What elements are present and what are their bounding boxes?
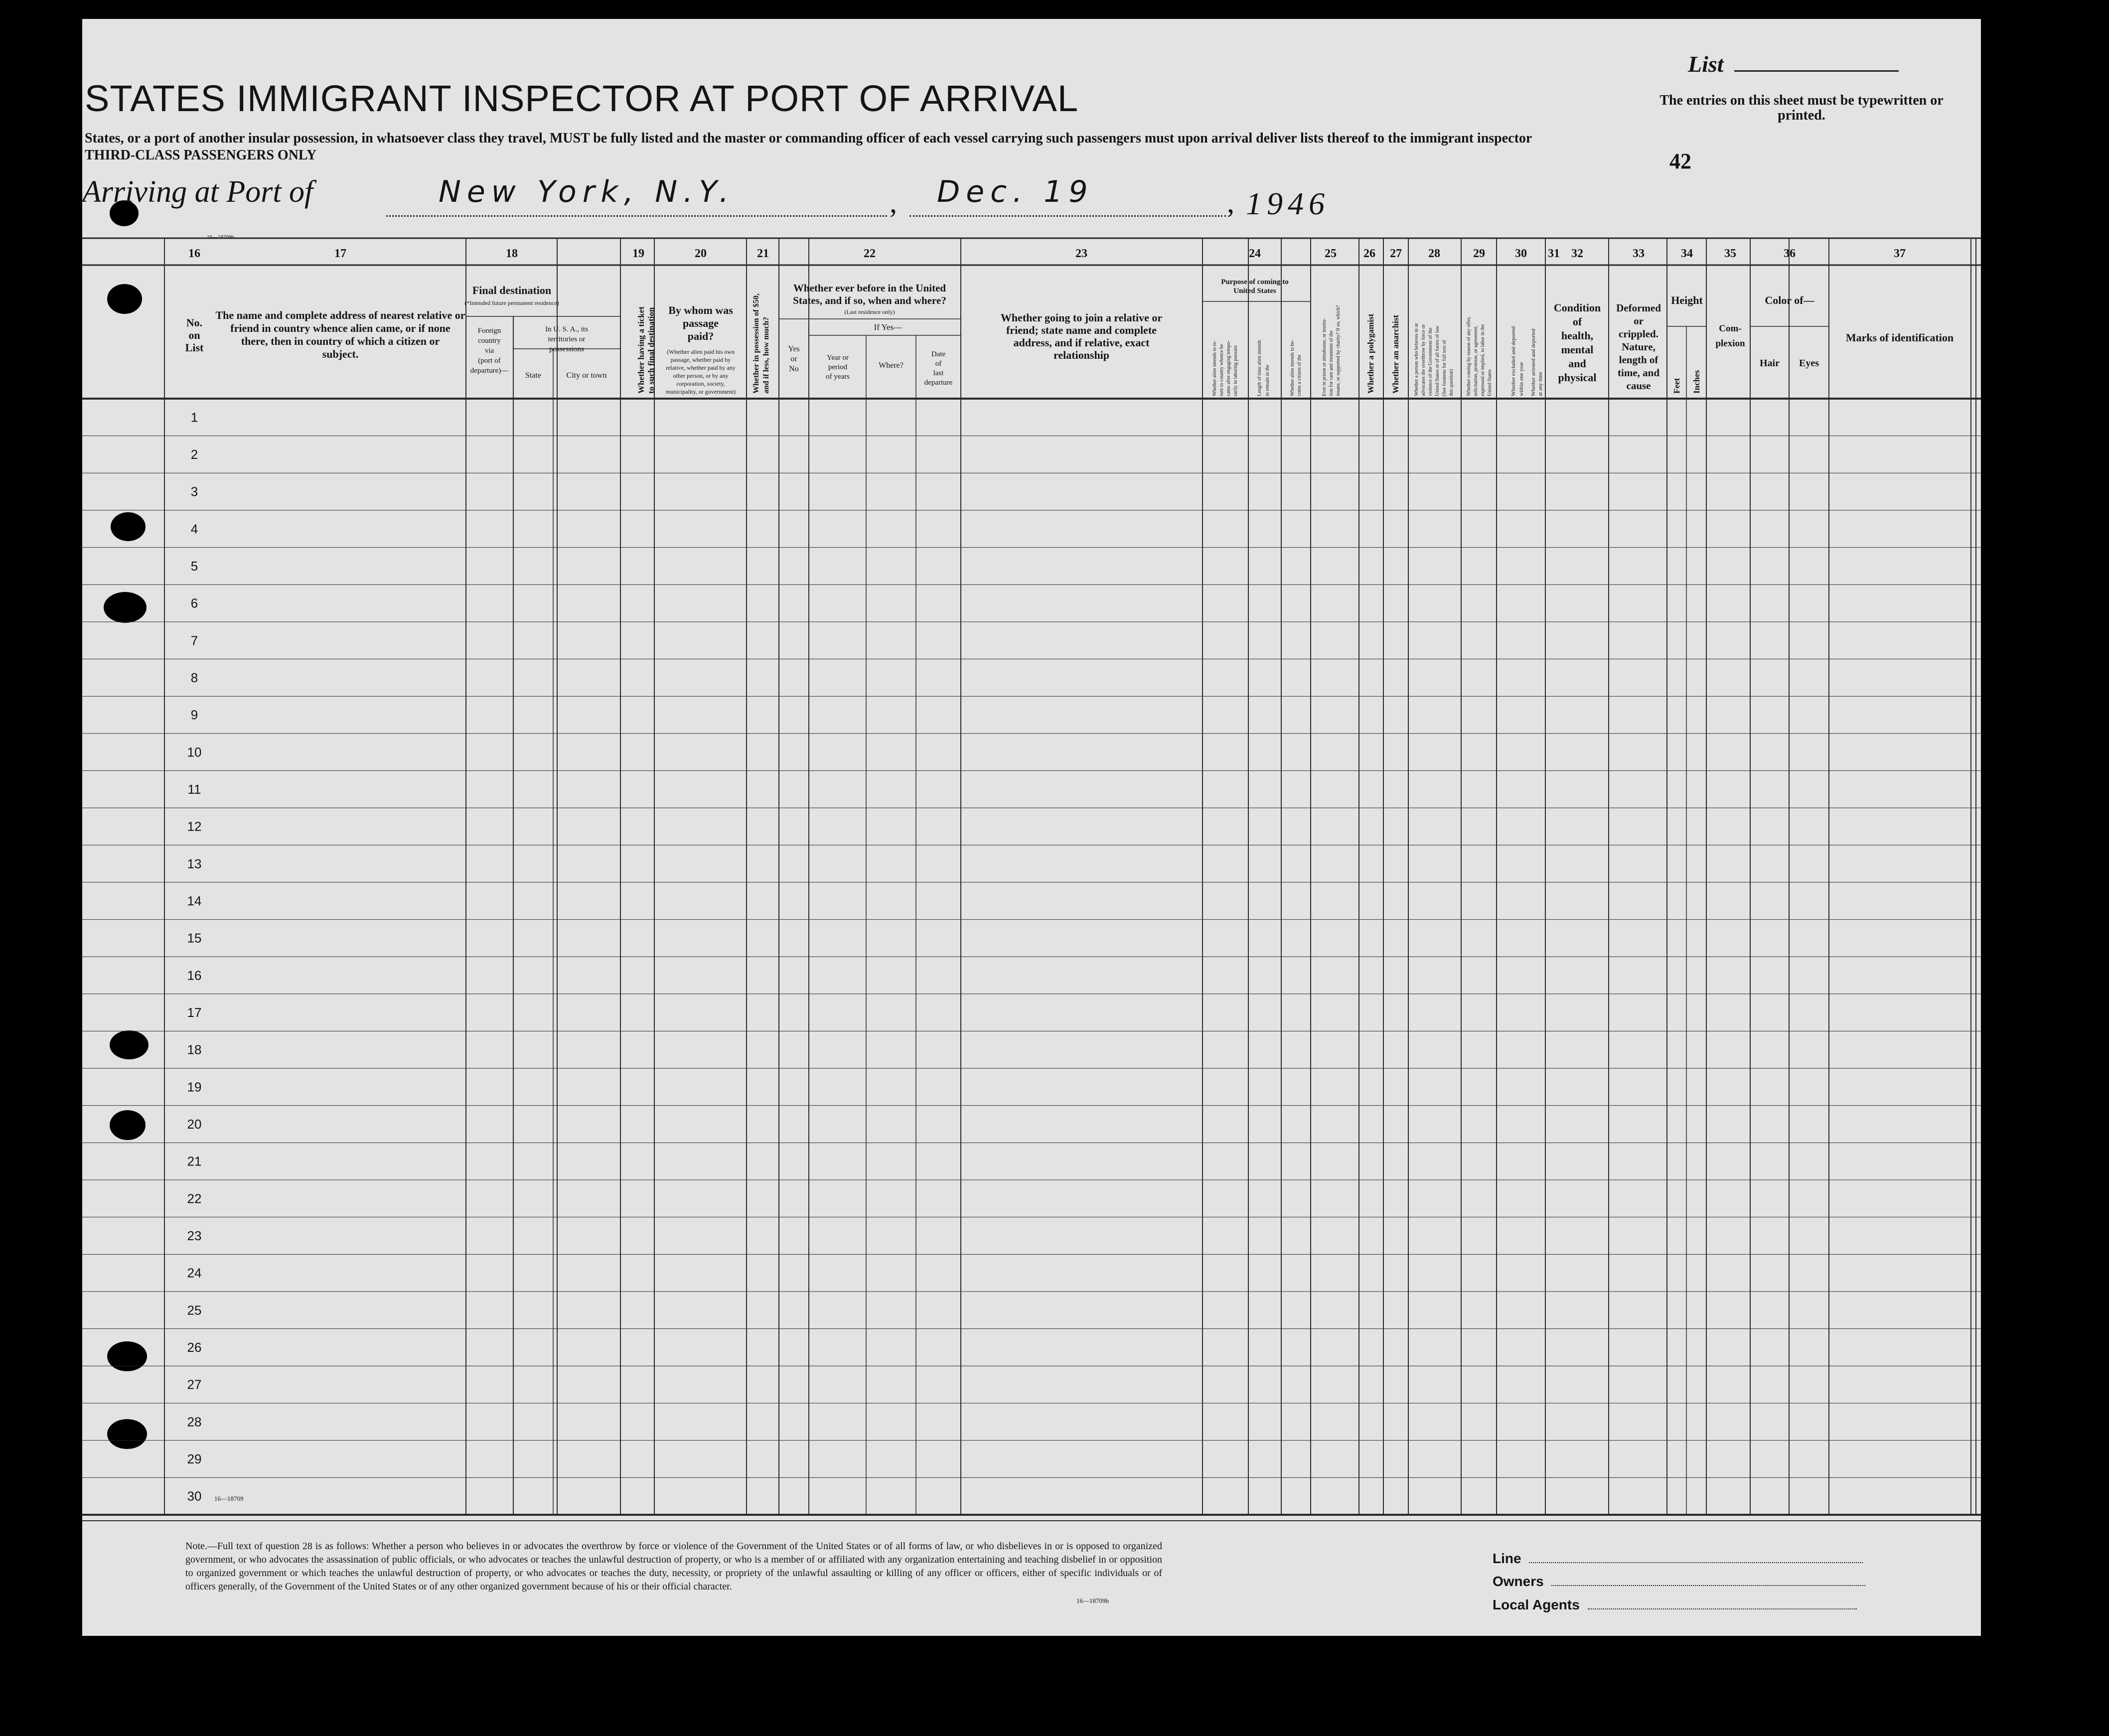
row-number: 17 bbox=[187, 1005, 202, 1020]
column-number: 33 bbox=[1633, 247, 1645, 260]
column-number: 29 bbox=[1473, 247, 1485, 260]
row-number: 19 bbox=[187, 1079, 202, 1095]
header-text: insane, or supported by charity? If so, which? bbox=[1336, 305, 1341, 396]
header-text: Whether alien intends to re- bbox=[1212, 340, 1217, 396]
header-text: crippled. bbox=[1619, 328, 1658, 340]
column-number: 24 bbox=[1249, 247, 1261, 260]
header-text: expressed or implied, to labor in the bbox=[1480, 324, 1486, 396]
header-text: If Yes— bbox=[874, 322, 903, 332]
row-number: 20 bbox=[187, 1116, 202, 1132]
header-text: other person, or by any bbox=[673, 372, 729, 379]
header-text: Whether excluded and deported bbox=[1510, 326, 1516, 396]
port-value: New York, N.Y. bbox=[439, 174, 735, 209]
row-number: 4 bbox=[190, 521, 198, 537]
header-text: Purpose of coming to bbox=[1221, 278, 1289, 286]
header-text: Com- bbox=[1719, 323, 1742, 334]
comma: , bbox=[890, 186, 897, 219]
row-number: 25 bbox=[187, 1302, 202, 1318]
form-code-note: 16—18709b bbox=[1076, 1597, 1109, 1604]
header-text: Where? bbox=[879, 361, 904, 370]
header-text: length of bbox=[1619, 354, 1658, 366]
header-text: United States bbox=[1487, 369, 1493, 396]
row-number: 22 bbox=[187, 1191, 202, 1206]
row-number: 29 bbox=[187, 1451, 202, 1466]
header-text: this question) bbox=[1449, 369, 1454, 396]
local-agents-label: Local Agents bbox=[1493, 1597, 1580, 1612]
header-text: In U. S. A., its bbox=[545, 325, 588, 333]
row-number: 15 bbox=[187, 930, 202, 946]
column-number: 28 bbox=[1428, 247, 1440, 260]
year-value: 1946 bbox=[1246, 186, 1330, 221]
header-text: friend in country whence alien came, or if none bbox=[230, 322, 451, 334]
header-text: via bbox=[484, 347, 494, 355]
header-text: (See footnote for full text of bbox=[1442, 340, 1447, 396]
header-text: Whether a polygamist bbox=[1366, 313, 1375, 394]
list-label: List bbox=[1688, 51, 1724, 77]
header-text: No. bbox=[186, 316, 203, 329]
form-code-bottom: 16—18709 bbox=[214, 1495, 244, 1502]
row-number: 11 bbox=[187, 781, 201, 797]
header-text: come a citizen of the bbox=[1297, 354, 1302, 396]
row-number: 14 bbox=[187, 893, 202, 908]
header-text: United States or of all forms of law bbox=[1435, 325, 1440, 396]
header-text: Color of— bbox=[1765, 294, 1814, 306]
header-text: Whether coming by reason of any offer, bbox=[1466, 316, 1472, 396]
column-number: 22 bbox=[864, 247, 876, 260]
row-number: 24 bbox=[187, 1265, 202, 1281]
row-number: 26 bbox=[187, 1339, 202, 1355]
header-text: address, and if relative, exact bbox=[1013, 336, 1150, 349]
header-text: or bbox=[1634, 315, 1644, 327]
header-text: Inches bbox=[1692, 370, 1701, 394]
header-text: passage bbox=[682, 317, 719, 329]
header-text: United States bbox=[1233, 287, 1276, 295]
column-number: 36 bbox=[1784, 247, 1796, 260]
form-code-top: 16—18709b bbox=[207, 234, 234, 240]
row-number: 5 bbox=[190, 558, 198, 574]
header-text: mental bbox=[1561, 343, 1594, 356]
header-text: The name and complete address of nearest relative or bbox=[215, 309, 465, 321]
row-number: 7 bbox=[190, 633, 198, 648]
header-text: to such final destination bbox=[646, 307, 656, 394]
header-text: time, and bbox=[1618, 367, 1659, 379]
column-number: 34 bbox=[1681, 247, 1693, 260]
header-text: List bbox=[185, 341, 204, 354]
header-text: departure bbox=[924, 379, 953, 387]
header-text: (*Intended future permanent residence) bbox=[464, 299, 559, 306]
row-number: 10 bbox=[187, 744, 202, 760]
header-text: physical bbox=[1558, 371, 1597, 384]
header-text: Condition bbox=[1553, 301, 1601, 314]
column-number: 16 bbox=[188, 247, 200, 260]
header-text: Whether alien intends to be- bbox=[1290, 339, 1295, 396]
footnote-question-28: Note.—Full text of question 28 is as follows: Whether a person who believes in or advocates the overthrow by force or violence of the Government of the United States or of all forms of law, or who disbelieves in or is opposed to organized government, or who advocates the assassination of public officials, or who advocates or teaches the unlawful destruction of property, or who is a member of or affiliated with any organization entertaining and teaching disbelief in or opposition to organized government or which teaches the unlawful destruction of property, or who advocates or teaches the duty, necessity, or propriety of the unlawful assaulting or killing of any officer or officers, either of specific individuals or of officers generally, of the Government of the United States or of any other organized government because of his or their official character. bbox=[185, 1541, 1162, 1592]
row-number: 13 bbox=[187, 856, 202, 871]
header-text: Hair bbox=[1760, 358, 1780, 369]
column-number: 35 bbox=[1724, 247, 1736, 260]
header-text: within one year bbox=[1518, 362, 1524, 396]
header-text: and bbox=[1568, 357, 1586, 370]
header-text: turn to country whence he bbox=[1219, 344, 1224, 396]
row-number: 12 bbox=[187, 819, 202, 834]
owners-label: Owners bbox=[1493, 1574, 1544, 1589]
header-text: on bbox=[188, 329, 200, 341]
column-number: 32 bbox=[1571, 247, 1583, 260]
sheet-number: 42 bbox=[1669, 149, 1691, 173]
header-text: there, then in country of which a citizen or bbox=[241, 335, 440, 347]
date-value: Dec. 19 bbox=[937, 174, 1094, 209]
header-text: relative, whether paid by any bbox=[666, 364, 736, 371]
row-number: 6 bbox=[190, 595, 198, 611]
header-text: Nature, bbox=[1622, 341, 1656, 353]
header-text: subject. bbox=[322, 348, 359, 360]
header-text: (Whether alien paid his own bbox=[667, 348, 735, 355]
header-text: plexion bbox=[1715, 338, 1745, 349]
column-number: 18 bbox=[506, 247, 518, 260]
arriving-label: Arriving at Port of bbox=[82, 175, 313, 209]
line-label: Line bbox=[1493, 1551, 1521, 1566]
header-text: Whether a person who believes in or bbox=[1414, 323, 1419, 396]
page-title: STATES IMMIGRANT INSPECTOR AT PORT OF ARRIVAL bbox=[85, 78, 1079, 119]
header-text: or bbox=[790, 355, 797, 363]
header-text: rarily in laboring pursuits bbox=[1233, 345, 1238, 396]
column-number: 21 bbox=[757, 247, 769, 260]
header-text: friend; state name and complete bbox=[1006, 324, 1157, 336]
row-number: 1 bbox=[190, 410, 198, 425]
header-text: No bbox=[789, 365, 799, 373]
column-number: 26 bbox=[1363, 247, 1375, 260]
header-text: By whom was bbox=[668, 304, 733, 316]
row-number: 21 bbox=[187, 1154, 202, 1169]
header-text: Whether ever before in the United bbox=[793, 282, 946, 294]
typewritten-notice: The entries on this sheet must be typewritten or printed. bbox=[1659, 93, 1944, 123]
header-text: relationship bbox=[1053, 349, 1110, 361]
header-text: Final destination bbox=[472, 284, 552, 296]
header-text: Eyes bbox=[1799, 358, 1819, 369]
comma: , bbox=[1227, 186, 1234, 219]
header-text: tion for care and treatment of the bbox=[1329, 330, 1334, 396]
row-number: 16 bbox=[187, 968, 202, 983]
header-text: Whether going to join a relative or bbox=[1000, 311, 1163, 324]
header-text: advocates the overthrow by force or bbox=[1421, 324, 1426, 396]
header-text: States, and if so, when and where? bbox=[793, 294, 946, 306]
row-number: 28 bbox=[187, 1414, 202, 1430]
header-text: of bbox=[935, 360, 942, 368]
header-text: to remain in the bbox=[1265, 364, 1270, 396]
column-number: 19 bbox=[632, 247, 644, 260]
row-number: 3 bbox=[190, 484, 198, 499]
column-number: 31 bbox=[1548, 247, 1560, 260]
column-number: 37 bbox=[1894, 247, 1906, 260]
header-text: violence of the Government of the bbox=[1428, 327, 1433, 396]
header-text: Foreign bbox=[477, 327, 501, 335]
header-text: period bbox=[828, 363, 848, 371]
signature-owners bbox=[1493, 1574, 1865, 1590]
header-text: possessions bbox=[549, 345, 585, 353]
column-number: 17 bbox=[334, 247, 346, 260]
header-text: corporation, society, bbox=[676, 380, 725, 387]
header-text: Whether arrested and deported bbox=[1530, 328, 1536, 396]
header-text: departure)— bbox=[470, 367, 509, 375]
header-text: country bbox=[478, 337, 501, 345]
header-text: of bbox=[1572, 315, 1582, 328]
column-number: 30 bbox=[1515, 247, 1527, 260]
header-text: last bbox=[933, 369, 944, 377]
header-text: Year or bbox=[827, 354, 849, 362]
header-text: paid? bbox=[687, 330, 714, 342]
header-text: and if less, how much? bbox=[762, 316, 770, 394]
header-text: solicitation, promise, or agreement, bbox=[1473, 325, 1479, 396]
header-text: came after engaging tempo- bbox=[1226, 340, 1231, 396]
header-text: State bbox=[525, 371, 541, 380]
header-text: Whether in possession of $50, bbox=[752, 293, 760, 394]
header-text: Height bbox=[1671, 294, 1703, 306]
header-text: health, bbox=[1561, 329, 1594, 342]
column-number: 25 bbox=[1325, 247, 1337, 260]
column-number: 20 bbox=[695, 247, 707, 260]
header-text: passage, whether paid by bbox=[670, 356, 731, 363]
header-text: Ever in prison or almshouse, or institu- bbox=[1322, 318, 1327, 396]
header-text: Whether having a ticket bbox=[636, 306, 646, 394]
row-number: 2 bbox=[190, 446, 198, 462]
header-text: Feet bbox=[1672, 378, 1681, 394]
column-number: 27 bbox=[1390, 247, 1402, 260]
header-text: City or town bbox=[566, 371, 607, 380]
header-text: Yes bbox=[788, 345, 800, 353]
header-text: cause bbox=[1626, 380, 1651, 392]
passenger-class: THIRD-CLASS PASSENGERS ONLY bbox=[85, 147, 317, 163]
header-text: of years bbox=[826, 373, 850, 381]
row-number: 8 bbox=[190, 670, 198, 685]
header-text: municipality, or government) bbox=[665, 388, 736, 395]
header-text: Whether an anarchist bbox=[1391, 314, 1400, 394]
row-number: 27 bbox=[187, 1377, 202, 1392]
header-text: Length of time alien intends bbox=[1257, 340, 1262, 396]
row-number: 30 bbox=[187, 1488, 202, 1504]
row-number: 18 bbox=[187, 1042, 202, 1057]
signature-local-agents bbox=[1493, 1597, 1857, 1613]
header-text: at any time bbox=[1537, 372, 1543, 396]
row-number: 9 bbox=[190, 707, 198, 723]
header-text: territories or bbox=[548, 335, 586, 343]
header-text: Marks of identification bbox=[1845, 331, 1954, 344]
row-number: 23 bbox=[187, 1228, 202, 1243]
instruction-line: States, or a port of another insular possession, in whatsoever class they travel, MUST be fully listed and the master or commanding officer of each vessel carrying such passengers must upon arrival deliver lists thereof to the immigrant inspector bbox=[85, 131, 1532, 146]
header-text: Date bbox=[931, 350, 946, 358]
column-number: 23 bbox=[1075, 247, 1087, 260]
signature-line bbox=[1493, 1551, 1863, 1567]
header-text: (port of bbox=[478, 357, 501, 365]
header-text: Deformed bbox=[1616, 302, 1661, 314]
header-text: (Last residence only) bbox=[844, 308, 895, 315]
